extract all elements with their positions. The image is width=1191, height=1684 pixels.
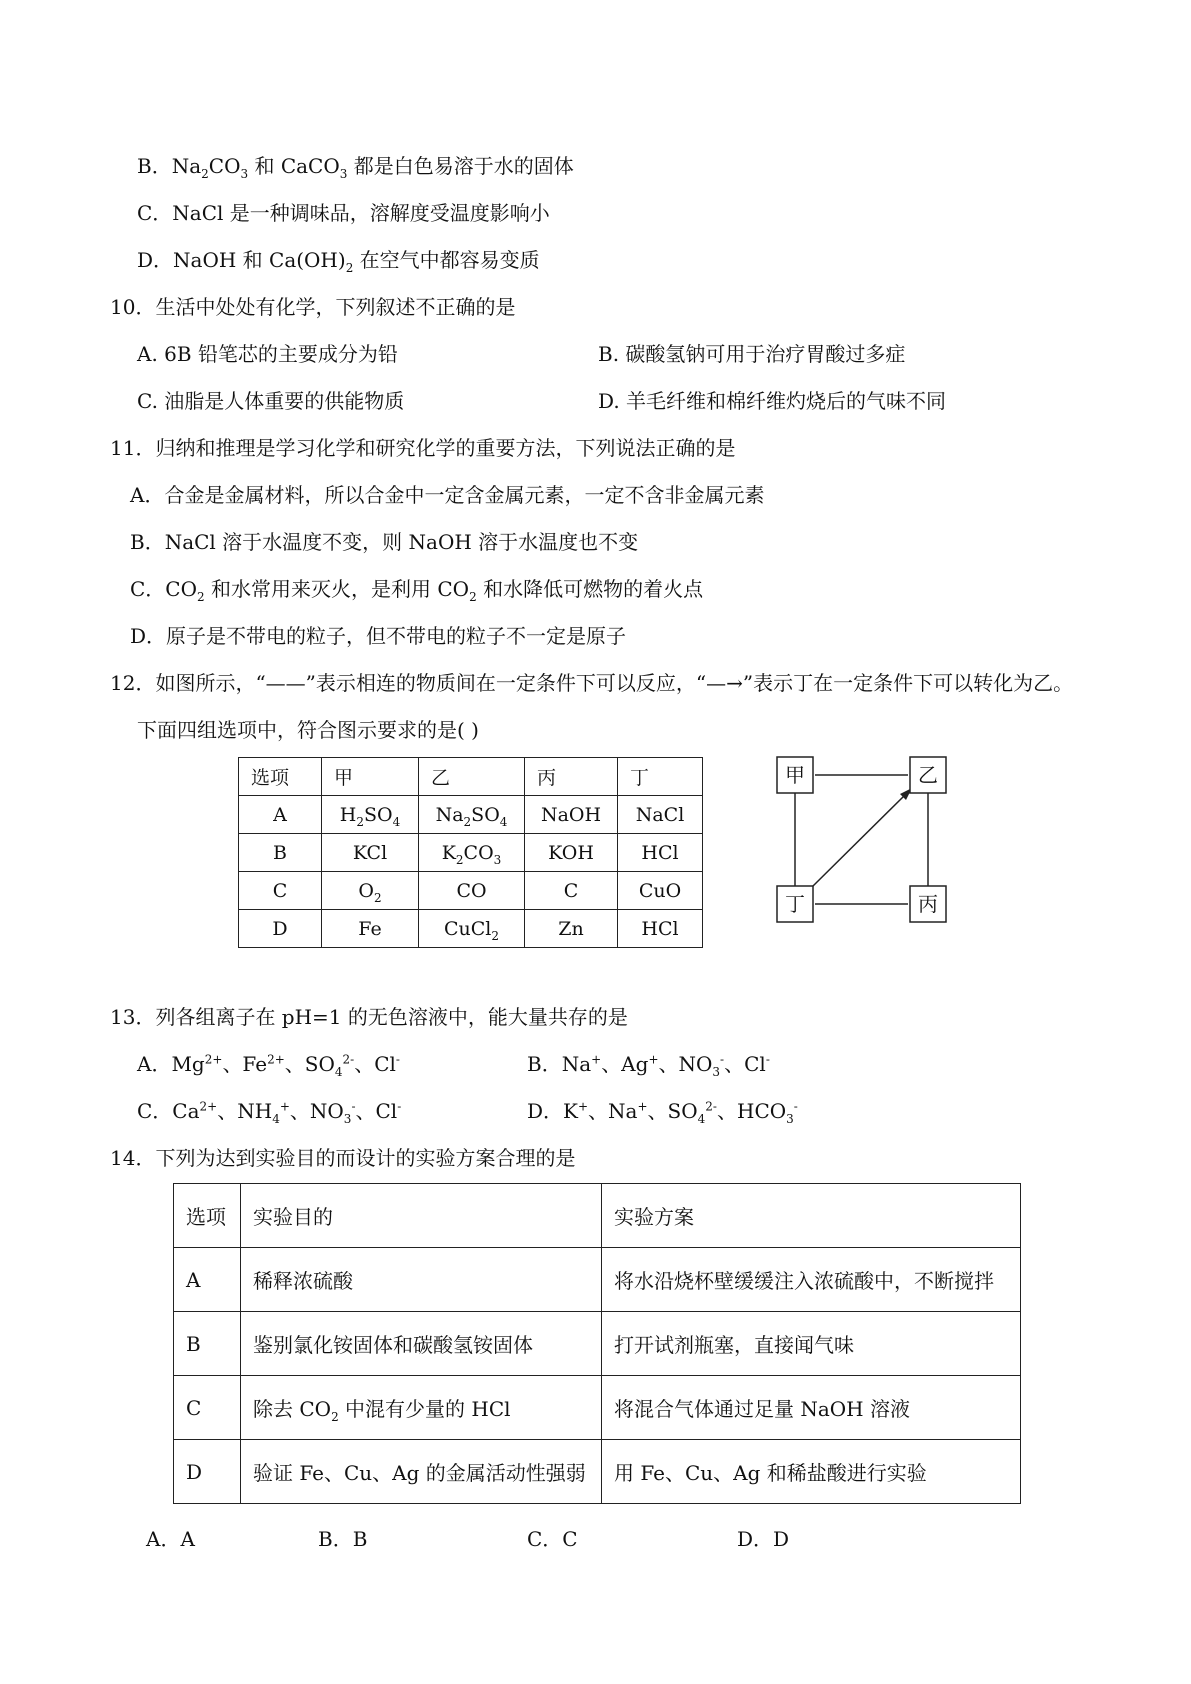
q10-option-b: B. 碳酸氢钠可用于治疗胃酸过多症 — [598, 342, 906, 366]
q12-header-cell: 丁 — [618, 758, 703, 796]
q11-option-b: B．NaCl 溶于水温度不变，则 NaOH 溶于水温度也不变 — [130, 530, 639, 554]
q10-stem: 10．生活中处处有化学，下列叙述不正确的是 — [110, 295, 516, 319]
q9-option-b: B．$Na_2CO_3$ 和 CaCO$_3$ 都是白色易溶于水的固体 — [137, 154, 574, 181]
table-row — [174, 1248, 1021, 1312]
table-cell: Zn — [525, 910, 618, 948]
table-cell: B — [239, 834, 322, 872]
arrow-ding-to-yi — [813, 795, 905, 886]
q13-stem: 13．列各组离子在 pH=1 的无色溶液中，能大量共存的是 — [110, 1005, 628, 1029]
q12-header-cell: 甲 — [322, 758, 419, 796]
table-cell: 打开试剂瓶塞，直接闻气味 — [602, 1312, 1021, 1376]
table-cell: HCl — [618, 910, 703, 948]
table-cell: C — [174, 1376, 241, 1440]
q14-stem: 14．下列为达到实验目的而设计的实验方案合理的是 — [110, 1146, 576, 1170]
q11-option-c: C．$CO_2$ 和水常用来灭火，是利用 $CO_2$ 和水降低可燃物的着火点 — [130, 577, 704, 604]
table-cell: $K_2CO_3$ — [419, 834, 525, 872]
q14-answer-d: D．D — [737, 1527, 790, 1551]
q14-table — [173, 1183, 1021, 1504]
label-jia: 甲 — [785, 763, 805, 787]
q12-header-cell: 乙 — [419, 758, 525, 796]
q14-answer-b: B．B — [318, 1527, 368, 1551]
table-cell: $Na_2SO_4$ — [419, 796, 525, 834]
q11-option-d: D．原子是不带电的粒子，但不带电的粒子不一定是原子 — [130, 624, 627, 648]
table-cell: $O_2$ — [322, 872, 419, 910]
q13-option-b: B．Na+、Ag+、$NO_3^-$、Cl- — [527, 1052, 770, 1079]
table-row — [239, 910, 703, 948]
q12-header-cell: 选项 — [239, 758, 322, 796]
table-cell: D — [239, 910, 322, 948]
q12-header-cell: 丙 — [525, 758, 618, 796]
q13-option-a: A．$Mg^{2+}$、$Fe^{2+}$、$SO_4^{2-}$、Cl- — [137, 1052, 400, 1079]
table-cell: C — [239, 872, 322, 910]
table-row — [239, 872, 703, 910]
q14-answer-a: A．A — [146, 1527, 195, 1551]
q13-option-d: D．K+、Na+、$SO_4^{2-}$、$HCO_3^-$ — [527, 1099, 798, 1126]
label-bing: 丙 — [918, 892, 938, 916]
table-cell: 除去 $CO_2$ 中混有少量的 HCl — [241, 1376, 602, 1440]
table-cell: CuO — [618, 872, 703, 910]
q9-option-c: C．NaCl 是一种调味品，溶解度受温度影响小 — [137, 201, 550, 225]
q10-option-c: C. 油脂是人体重要的供能物质 — [137, 389, 405, 413]
table-cell: KOH — [525, 834, 618, 872]
table-row — [174, 1312, 1021, 1376]
table-cell: B — [174, 1312, 241, 1376]
table-cell: HCl — [618, 834, 703, 872]
table-row — [239, 834, 703, 872]
q13-option-c: C．$Ca^{2+}$、$NH_4^+$、$NO_3^-$、Cl- — [137, 1099, 402, 1126]
table-cell: A — [174, 1248, 241, 1312]
table-cell: 验证 Fe、Cu、Ag 的金属活动性强弱 — [241, 1440, 602, 1504]
label-ding: 丁 — [785, 892, 805, 916]
q11-stem: 11．归纳和推理是学习化学和研究化学的重要方法，下列说法正确的是 — [110, 436, 736, 460]
q10-option-a: A. 6B 铅笔芯的主要成分为铅 — [137, 342, 398, 366]
q12-reaction-diagram — [775, 755, 955, 925]
table-cell: D — [174, 1440, 241, 1504]
table-cell: NaCl — [618, 796, 703, 834]
q12-stem-line1: 12．如图所示，“——”表示相连的物质间在一定条件下可以反应，“—→”表示丁在一定条件下可以转化为乙。 — [110, 671, 1074, 695]
table-row — [239, 796, 703, 834]
label-yi: 乙 — [918, 763, 938, 787]
q10-option-d: D. 羊毛纤维和棉纤维灼烧后的气味不同 — [598, 389, 947, 413]
table-cell: 将混合气体通过足量 NaOH 溶液 — [602, 1376, 1021, 1440]
table-cell: NaOH — [525, 796, 618, 834]
table-cell: $H_2SO_4$ — [322, 796, 419, 834]
q9-option-d: D．NaOH 和 $Ca(OH)_2$ 在空气中都容易变质 — [137, 248, 540, 275]
q14-answer-c: C．C — [527, 1527, 578, 1551]
table-row — [174, 1440, 1021, 1504]
q14-header-cell: 实验方案 — [602, 1184, 1021, 1248]
table-cell: C — [525, 872, 618, 910]
table-cell: KCl — [322, 834, 419, 872]
q12-table-header — [239, 758, 703, 796]
table-cell: CuCl$_2$ — [419, 910, 525, 948]
q12-table — [238, 757, 703, 948]
table-cell: 用 Fe、Cu、Ag 和稀盐酸进行实验 — [602, 1440, 1021, 1504]
table-cell: 将水沿烧杯壁缓缓注入浓硫酸中，不断搅拌 — [602, 1248, 1021, 1312]
q14-header-cell: 选项 — [174, 1184, 241, 1248]
q12-stem-line2: 下面四组选项中，符合图示要求的是( ) — [137, 718, 479, 742]
q14-header-cell: 实验目的 — [241, 1184, 602, 1248]
table-row — [174, 1376, 1021, 1440]
table-cell: 稀释浓硫酸 — [241, 1248, 602, 1312]
q14-table-header — [174, 1184, 1021, 1248]
table-cell: 鉴别氯化铵固体和碳酸氢铵固体 — [241, 1312, 602, 1376]
table-cell: A — [239, 796, 322, 834]
table-cell: CO — [419, 872, 525, 910]
table-cell: Fe — [322, 910, 419, 948]
q11-option-a: A．合金是金属材料，所以合金中一定含金属元素，一定不含非金属元素 — [130, 483, 765, 507]
